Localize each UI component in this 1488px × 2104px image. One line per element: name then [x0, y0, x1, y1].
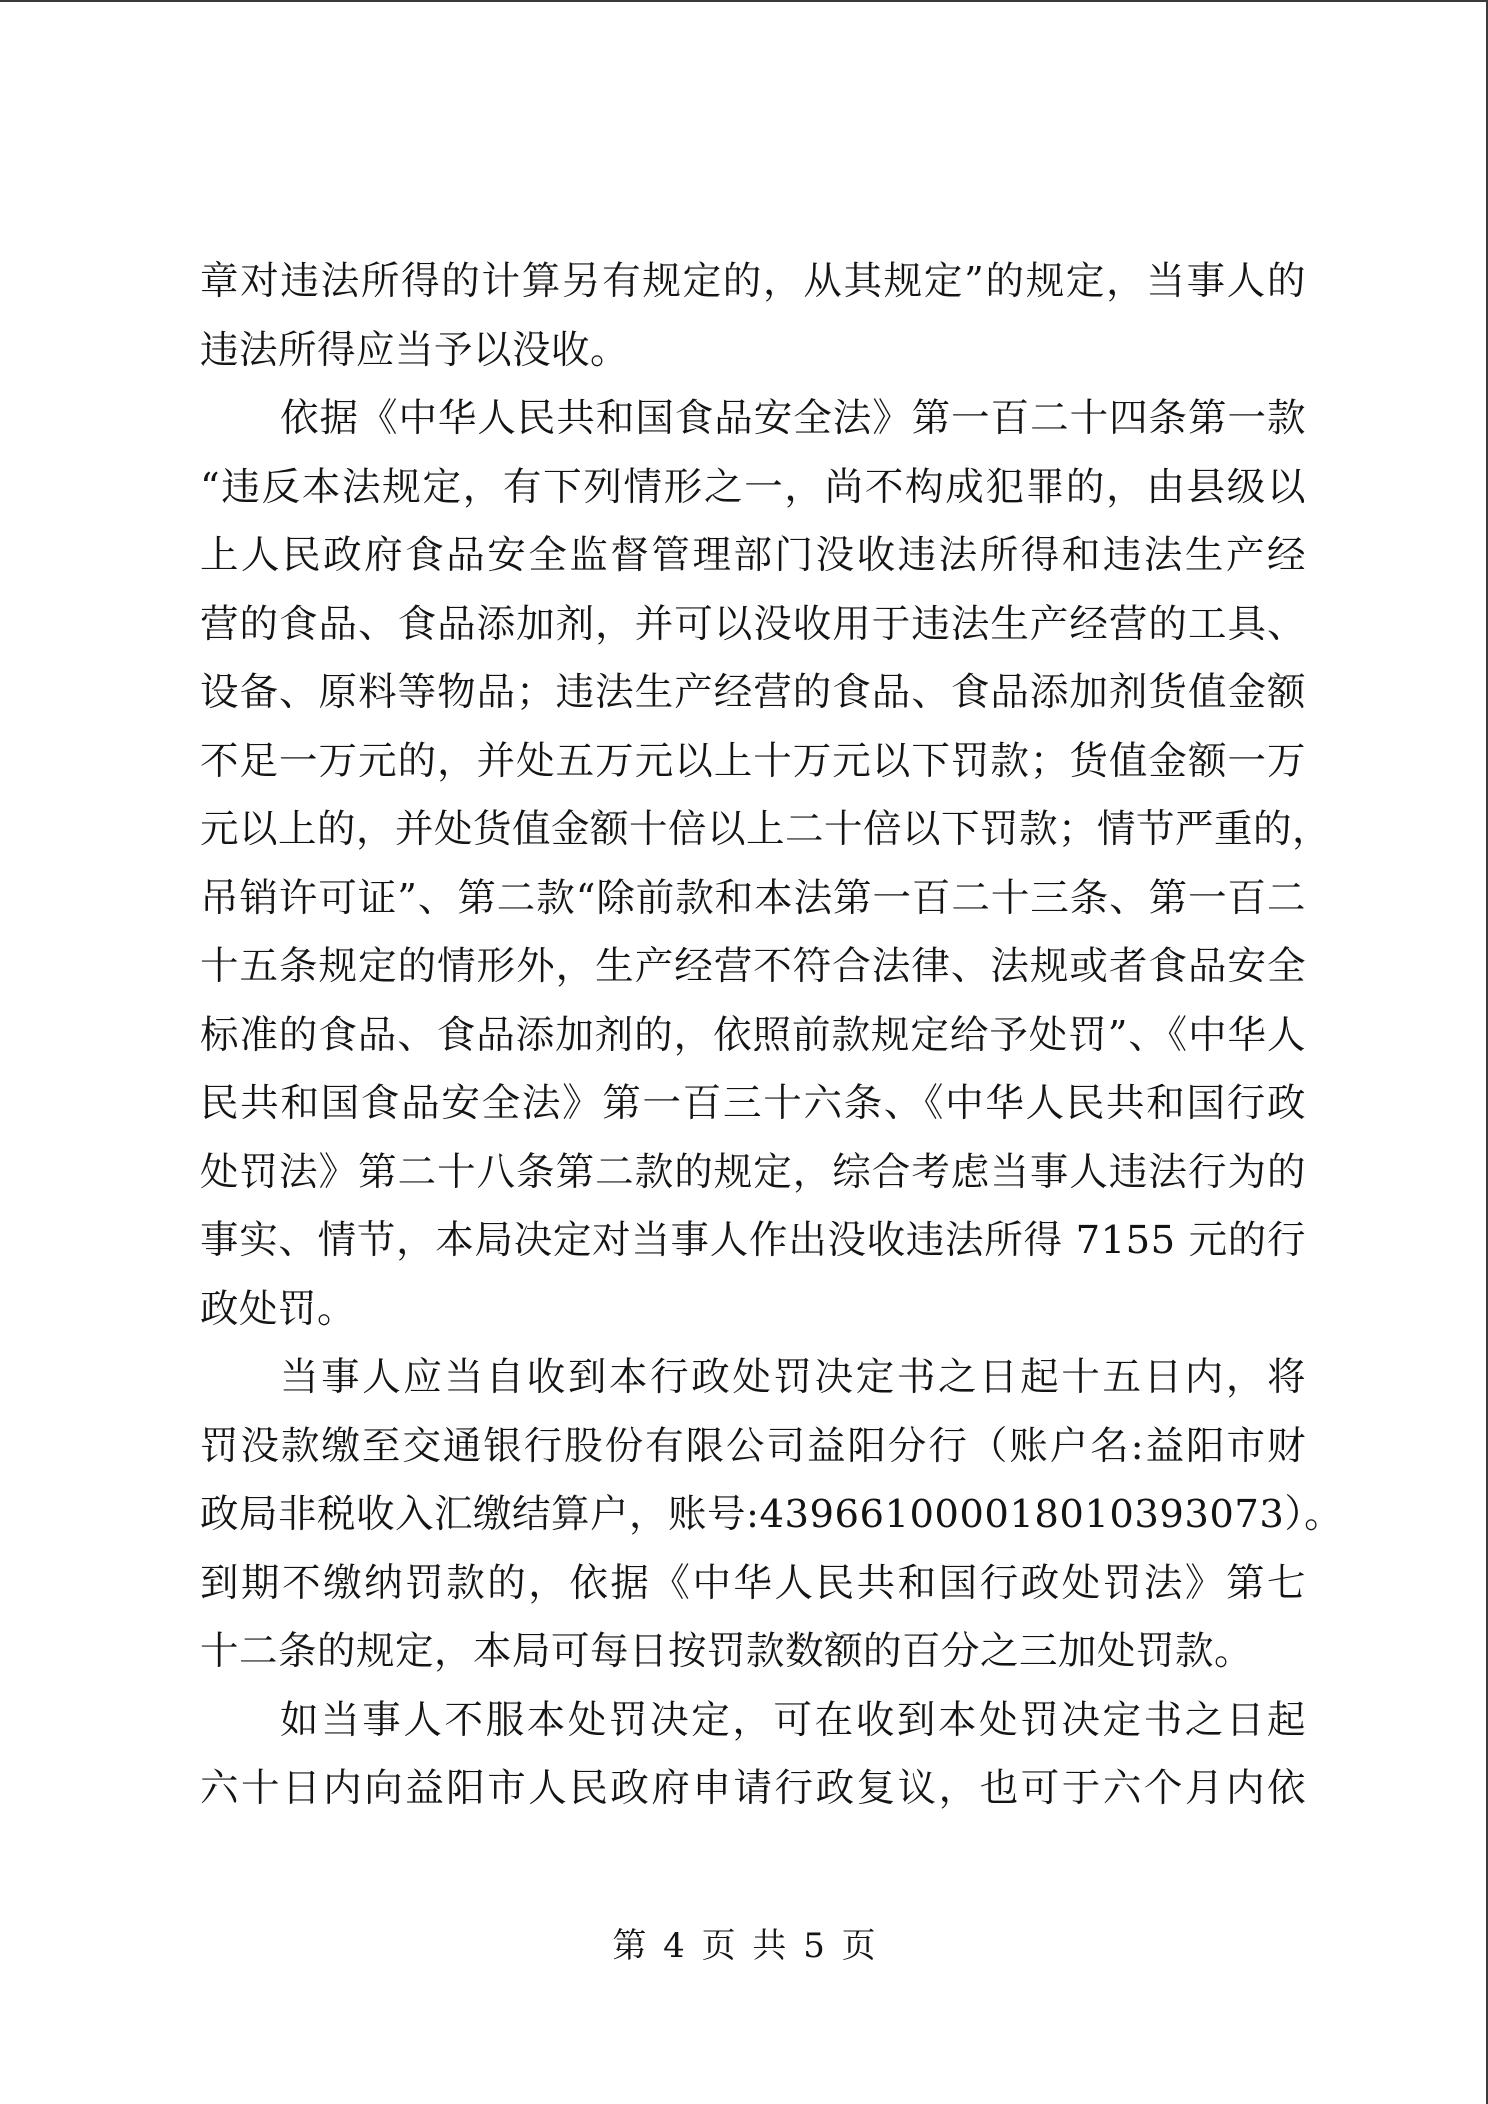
body-line: 元以上的，并处货值金额十倍以上二十倍以下罚款；情节严重的，: [200, 807, 1332, 852]
page-number-footer: 第 4 页 共 5 页: [612, 1926, 876, 1966]
body-line: 事实、情节，本局决定对当事人作出没收违法所得 7155 元的行: [200, 1218, 1306, 1263]
body-line: 到期不缴纳罚款的，依据《中华人民共和国行政处罚法》第七: [200, 1560, 1306, 1606]
body-line: 如当事人不服本处罚决定，可在收到本处罚决定书之日起: [280, 1697, 1306, 1743]
body-line: 当事人应当自收到本行政处罚决定书之日起十五日内，将: [280, 1355, 1306, 1400]
body-line: 依据《中华人民共和国食品安全法》第一百二十四条第一款: [280, 396, 1306, 441]
body-line: 吊销许可证”、第二款“除前款和本法第一百二十三条、第一百二: [200, 875, 1306, 921]
body-line: 十五条规定的情形外，生产经营不符合法律、法规或者食品安全: [200, 944, 1306, 989]
page-border-top: [0, 0, 1488, 2]
body-line: 民共和国食品安全法》第一百三十六条、《中华人民共和国行政: [200, 1081, 1306, 1126]
body-line: 政局非税收入汇缴结算户，账号:439661000018010393073）。: [200, 1492, 1344, 1537]
body-line: 标准的食品、食品添加剂的，依照前款规定给予处罚”、《中华人: [200, 1012, 1306, 1058]
body-line: 违法所得应当予以没收。: [200, 327, 630, 373]
body-line: 章对违法所得的计算另有规定的，从其规定”的规定，当事人的: [200, 259, 1306, 304]
body-line: 罚没款缴至交通银行股份有限公司益阳分行（账户名:益阳市财: [200, 1423, 1306, 1469]
body-line: 政处罚。: [200, 1286, 357, 1332]
body-line: 不足一万元的，并处五万元以上十万元以下罚款；货值金额一万: [200, 738, 1306, 784]
body-line: 处罚法》第二十八条第二款的规定，综合考虑当事人违法行为的: [200, 1149, 1306, 1195]
document-body: [200, 248, 1344, 1824]
body-line: 设备、原料等物品；违法生产经营的食品、食品添加剂货值金额: [200, 670, 1306, 715]
body-line: “违反本法规定，有下列情形之一，尚不构成犯罪的，由县级以: [200, 464, 1306, 510]
body-line: 十二条的规定，本局可每日按罚款数额的百分之三加处罚款。: [200, 1629, 1254, 1674]
body-line: 上人民政府食品安全监督管理部门没收违法所得和违法生产经: [200, 533, 1306, 578]
body-line: 营的食品、食品添加剂，并可以没收用于违法生产经营的工具、: [200, 601, 1306, 647]
body-line: 六十日内向益阳市人民政府申请行政复议，也可于六个月内依: [200, 1766, 1306, 1811]
